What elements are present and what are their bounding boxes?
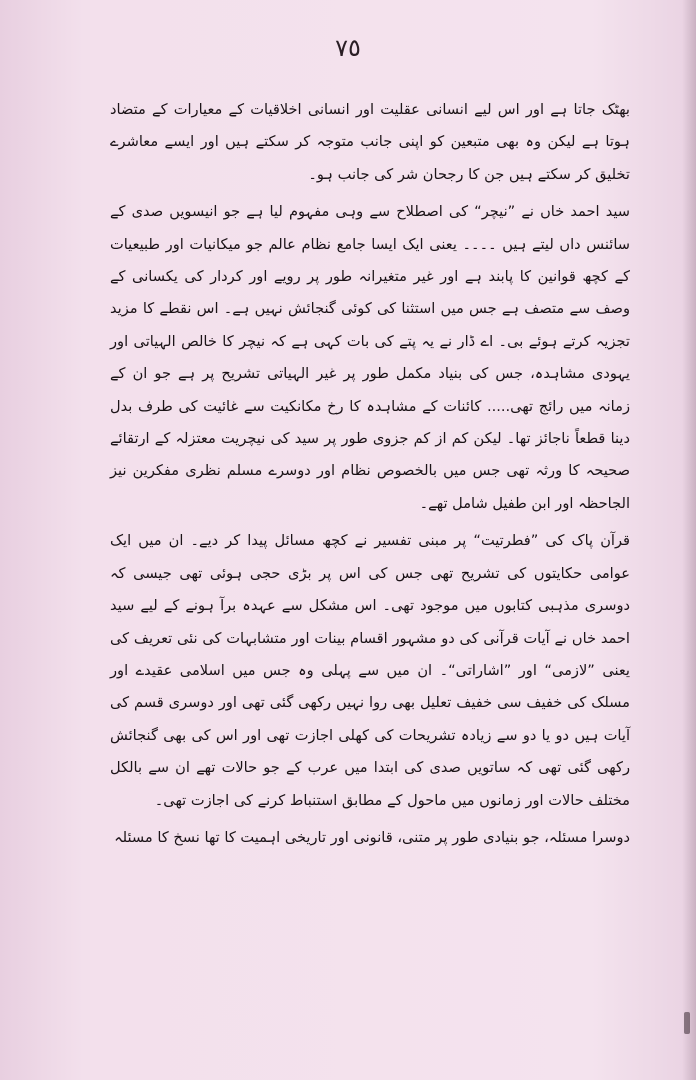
paragraph-2: سید احمد خاں نے ”نیچر“ کی اصطلاح سے وہی مفہوم لیا ہے جو انیسویں صدی کے سائنس داں لیتے ہیں ۔۔۔۔ یعنی ایک ایسا جامع نظام عالم جو میکانیات اور طبیعیات کے کچھ قوانین کا پابند ہے اور غیر متغیرانہ طور پر رویے اور کردار کی یکسانی کے وصف سے متصف ہے جس میں استثنا کی کوئی گنجائش نہیں ہے۔ اس نقطے کا مزید تجزیہ کرتے ہوئے بی۔ اے ڈار نے یہ پتے کی بات کہی ہے کہ نیچر کا خالص الہیاتی اور یہودی مشاہدہ، جس کی بنیاد مکمل طور پر غیر الہیاتی تشریح پر ہے جو ان کے زمانہ میں رائج تھی..... کائنات کے مشاہدہ کا رخ مکانکیت سے غائیت کی طرف بدل دینا قطعاً ناجائز تھا۔ لیکن کم از کم جزوی طور پر سید کی نیچریت معتزلہ کے ارتقائے صحیحہ کا ورثہ تھی جس میں بالخصوص نظام اور دوسرے مسلم نظری مفکرین نیز الجاحظہ اور ابن طفیل شامل تھے۔: [110, 203, 630, 512]
body-text: [110, 94, 630, 854]
page-edge-shadow: [682, 0, 696, 1080]
paragraph-3: قرآن پاک کی ”فطرتیت“ پر مبنی تفسیر نے کچھ مسائل پیدا کر دیے۔ ان میں ایک عوامی حکایتوں کی تشریح تھی جس کی اس پر بڑی حجی ہوئی تھی جیسی کہ دوسری مذہبی کتابوں میں موجود تھی۔ اس مشکل سے عہدہ برآ ہونے کے لیے سید احمد خاں نے آیات قرآنی کی دو مشہور اقسام بینات اور متشابہات کی نئی تعریف کی یعنی ”لازمی“ اور ”اشاراتی“۔ ان میں سے پہلی وہ جس میں اسلامی عقیدے اور مسلک کی خفیف سی خفیف تعلیل بھی روا نہیں رکھی گئی تھی اور دوسری قسم کی آیات ہیں دو یا دو سے زیادہ تشریحات کی کھلی اجازت تھی اور اس کی بھی گنجائش رکھی گئی تھی کہ ساتویں صدی کی ابتدا میں عرب کے جو حالات تھے ان سے بالکل مختلف حالات اور زمانوں میں ماحول کے مطابق استنباط کرنے کی اجازت تھی۔: [110, 532, 630, 809]
page-number: ٧٥: [335, 34, 361, 62]
paragraph-1: بھٹک جاتا ہے اور اس لیے انسانی عقلیت اور انسانی اخلاقیات کے معیارات کے متضاد ہوتا ہے لیکن وہ بھی متبعین کو اپنی جانب متوجہ کر سکتے ہیں اور ایسے معاشرے تخلیق کر سکتے ہیں جن کا رجحان شر کی جانب ہو۔: [110, 101, 630, 183]
binding-mark: [684, 1012, 690, 1034]
paragraph-4: دوسرا مسئلہ، جو بنیادی طور پر متنی، قانونی اور تاریخی اہمیت کا تھا نسخ کا مسئلہ: [114, 828, 630, 846]
